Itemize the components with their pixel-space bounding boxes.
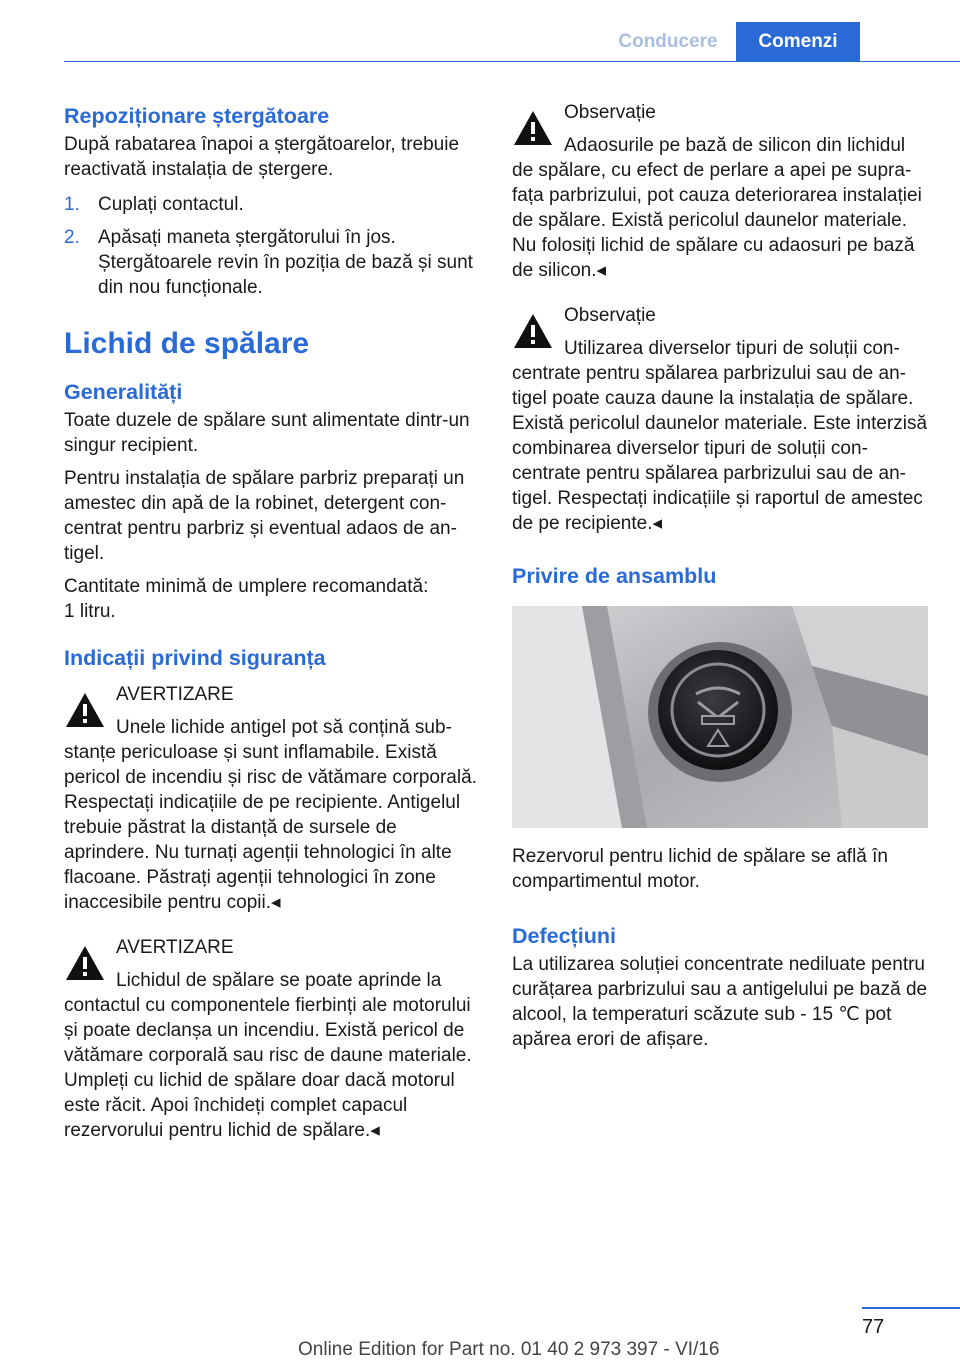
reset-steps-list bbox=[64, 192, 482, 300]
warning-triangle-icon bbox=[512, 311, 554, 351]
list-item bbox=[64, 225, 482, 300]
note-block-1 bbox=[512, 100, 930, 283]
footer-divider bbox=[862, 1307, 960, 1309]
washer-reservoir-photo bbox=[512, 606, 928, 828]
step-number: 1. bbox=[64, 194, 80, 215]
washer-cap-illustration bbox=[512, 606, 928, 828]
note-block-2 bbox=[512, 303, 930, 536]
note-text: Utilizarea diverselor tipuri de soluții concentrate pentru spălarea parbrizului sau de antigel poate cauza daune la instalația de spălare. Există pericolul daunelor materiale. Este interzisă combinarea diverselor tipuri de soluții concentrate pentru spălarea parbrizului sau de antigel. Respectați indicațiile și raportul de amestec de pe recipiente.◂ bbox=[512, 338, 928, 534]
tab-comenzi[interactable]: Comenzi bbox=[736, 22, 860, 62]
step-text: Apăsați maneta ștergătorului în jos. Ștergătoarele revin în poziția de bază și sunt din nou funcționale. bbox=[98, 227, 473, 298]
general-paragraph-3 bbox=[64, 574, 482, 624]
warning-text: Lichidul de spălare se poate aprinde la contactul cu componentele fierbinți ale motorului și poate declanșa un incendiu. Există pericol de vătămare corporală sau risc de daune materiale. Umpleți cu lichid de spălare doar dacă motorul este răcit. Apoi închideți complet capacul rezervorului pentru lichid de spălare.◂ bbox=[64, 970, 472, 1141]
warning-triangle-icon bbox=[64, 943, 106, 983]
note-title: Observație bbox=[564, 305, 656, 326]
right-column bbox=[512, 100, 930, 1060]
warning-title: AVERTIZARE bbox=[116, 937, 234, 958]
warning-triangle-icon bbox=[512, 108, 554, 148]
edition-footer: Online Edition for Part no. 01 40 2 973 397 - VI/16 bbox=[298, 1339, 720, 1360]
header-divider bbox=[64, 61, 960, 62]
general-heading: Generalități bbox=[64, 380, 183, 404]
left-column bbox=[64, 100, 482, 1163]
overview-caption: Rezervorul pentru lichid de spălare se află în compartimentul motor. bbox=[512, 846, 888, 892]
general-paragraph-2: Pentru instalația de spălare parbriz preparați un amestec din apă de la robinet, detergent concentrat pentru parbriz și eventual adaos de antigel. bbox=[64, 468, 465, 564]
reset-wipers-text: După rabatarea înapoi a ștergătoarelor, trebuie reactivată instalația de ștergere. bbox=[64, 134, 460, 180]
warning-block-1 bbox=[64, 682, 482, 915]
min-quantity-value: 1 litru. bbox=[64, 601, 116, 622]
overview-heading: Privire de ansamblu bbox=[512, 564, 717, 588]
note-title: Observație bbox=[564, 102, 656, 123]
min-quantity-label: Cantitate minimă de umplere recomandată: bbox=[64, 576, 429, 597]
warning-triangle-icon bbox=[64, 690, 106, 730]
step-number: 2. bbox=[64, 227, 80, 248]
page-number: 77 bbox=[862, 1316, 885, 1338]
step-text: Cuplați contactul. bbox=[98, 194, 244, 215]
faults-heading: Defecțiuni bbox=[512, 924, 616, 948]
general-paragraph-1: Toate duzele de spălare sunt alimentate dintr-un singur recipient. bbox=[64, 410, 470, 456]
tab-conducere[interactable]: Conducere bbox=[618, 31, 718, 52]
faults-text: La utilizarea soluției concentrate nediluate pentru curățarea parbrizului sau a antigelului pe bază de alcool, la temperaturi scăzute sub - 15 ℃ pot apărea erori de afișare. bbox=[512, 954, 928, 1050]
reset-wipers-heading: Repoziționare ștergătoare bbox=[64, 104, 330, 128]
section-title: Lichid de spălare bbox=[64, 327, 310, 360]
warning-block-2 bbox=[64, 935, 482, 1143]
safety-heading: Indicații privind siguranța bbox=[64, 646, 326, 670]
list-item bbox=[64, 192, 482, 217]
warning-text: Unele lichide antigel pot să conțină substanțe periculoase și sunt inflamabile. Există pericol de incendiu și risc de vătămare corporală. Respectați indicațiile de pe recipiente. Antigelul trebuie păstrat la distanță de sursele de aprindere. Nu turnați agenții tehnologici în alte flacoane. Păstrați agenții tehnologici în zone inaccesibile pentru copii.◂ bbox=[64, 717, 477, 913]
warning-title: AVERTIZARE bbox=[116, 684, 234, 705]
note-text: Adaosurile pe bază de silicon din lichidul de spălare, cu efect de perlare a apei pe suprafața parbrizului, pot cauza deteriorarea instalației de spălare. Există pericolul daunelor materiale. Nu folosiți lichid de spălare cu adaosuri pe bază de silicon.◂ bbox=[512, 135, 922, 281]
